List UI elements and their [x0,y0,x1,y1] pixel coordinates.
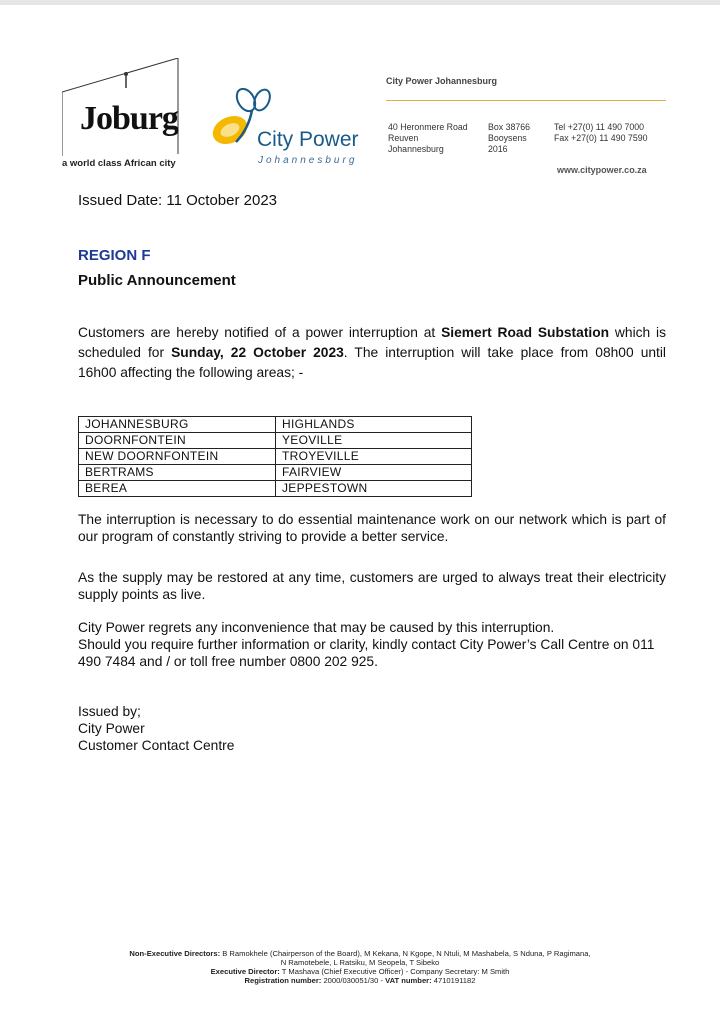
contact-line: Should you require further information or clarity, kindly contact City Power’s Call Centre on 011 490 7484 and / or toll free number 0800 202 925. [78,637,655,669]
table-row [79,449,472,465]
fax-line: Fax +27(0) 11 490 7590 [554,133,648,143]
table-row [79,417,472,433]
area-cell: YEOVILLE [276,433,472,449]
footer-label: VAT number: [385,976,432,985]
letterhead-company: City Power Johannesburg [386,76,498,86]
box-line: Booysens [488,133,527,143]
footer-label: Executive Director: [210,967,280,976]
letterhead-box [488,122,530,155]
table-row [79,481,472,497]
letterhead-address [388,122,468,155]
footer-text: B Ramokhele (Chairperson of the Board), M Kekana, N Kgope, N Ntuli, M Mashabela, S Nduna, P Ragimana, [220,949,591,958]
area-cell: BEREA [79,481,276,497]
footer-registration [0,976,720,986]
joburg-logo-text: Joburg [80,100,178,137]
area-cell: FAIRVIEW [276,465,472,481]
footer-text: 2000/030051/30 - [321,976,386,985]
footer-label: Registration number: [244,976,322,985]
footer-text: 4710191182 [431,976,476,985]
address-line: Johannesburg [388,144,444,154]
table-row [79,433,472,449]
citypower-logo-subtitle: Johannesburg [258,155,358,166]
intro-text: Customers are hereby notified of a power interruption at [78,325,442,340]
substation-name: Siemert Road Substation [441,325,610,340]
joburg-tagline: a world class African city [62,158,176,169]
box-line: Box 38766 [488,122,531,132]
contact-paragraph [78,619,666,670]
interruption-date: Sunday, 22 October 2023 [171,345,344,360]
intro-text: which is scheduled for [78,325,667,360]
announcement-heading: Public Announcement [78,272,236,289]
issuer-department: Customer Contact Centre [78,738,235,753]
footer-label: Non-Executive Directors: [129,949,221,958]
area-cell: DOORNFONTEIN [79,433,276,449]
top-edge-strip [0,0,720,5]
reason-paragraph: The interruption is necessary to do essential maintenance work on our network which is part of our program of constantly striving to provide a better service. [78,512,666,544]
area-cell: NEW DOORNFONTEIN [79,449,276,465]
phone-line: Tel +27(0) 11 490 7000 [554,122,645,132]
footer-directors-cont: N Ramotebele, L Ratsiku, M Seopela, T Sibeko [280,958,440,967]
issued-by-block [78,703,234,754]
issued-date: Issued Date: 11 October 2023 [78,192,278,209]
letterhead-phones [554,122,648,144]
area-cell: JEPPESTOWN [276,481,472,497]
footer-text: T Mashava (Chief Executive Officer) - Company Secretary: M Smith [279,967,510,976]
address-line: Reuven [388,133,419,143]
affected-areas-table [78,416,472,497]
intro-text: . The interruption will take place from 08h00 until 16h00 affecting the following areas; - [78,345,666,380]
citypower-logo-name: City Power [257,128,359,151]
regret-line: City Power regrets any inconvenience that may be caused by this interruption. [78,620,555,635]
table-row [79,465,472,481]
intro-paragraph [78,323,666,383]
area-cell: BERTRAMS [79,465,276,481]
region-heading: REGION F [78,247,151,264]
address-line: 40 Heronmere Road [388,122,468,132]
box-line: 2016 [488,144,508,154]
letterhead-website: www.citypower.co.za [557,165,647,175]
area-cell: JOHANNESBURG [79,417,276,433]
issuer-company: City Power [78,721,145,736]
area-cell: TROYEVILLE [276,449,472,465]
issued-by-label: Issued by; [78,704,141,719]
letterhead-divider [386,100,666,101]
area-cell: HIGHLANDS [276,417,472,433]
safety-paragraph: As the supply may be restored at any time, customers are urged to always treat their electricity supply points as live. [78,570,666,602]
